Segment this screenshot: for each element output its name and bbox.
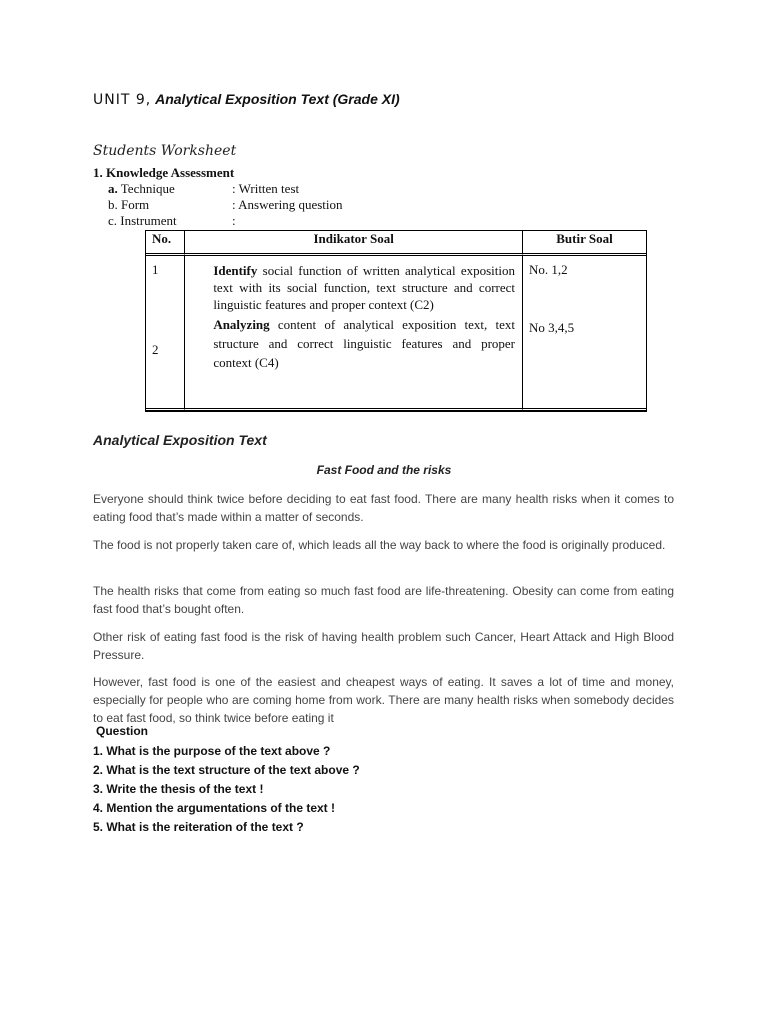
technique-label: Technique — [120, 181, 175, 196]
assessment-instrument-row — [108, 213, 236, 229]
paragraph-4: Other risk of eating fast food is the risk of having health problem such Cancer, Heart Attack and High Blood Pressure. — [93, 630, 674, 662]
paragraph-2: The food is not properly taken care of, which leads all the way back to where the food is originally produced. — [93, 538, 666, 552]
indicator-1-text: social function of written analytical exposition text with its social function, text structure and correct linguistic features and proper context (C2) — [213, 263, 515, 312]
cell-indicators — [185, 256, 523, 411]
indicator-1-verb: Identify — [213, 263, 258, 278]
assessment-form-row — [108, 197, 343, 213]
header-butir: Butir Soal — [523, 231, 646, 256]
knowledge-assessment-heading: 1. Knowledge Assessment — [93, 165, 235, 180]
unit-title — [93, 91, 400, 108]
form-marker: b. — [108, 197, 118, 212]
question-list — [93, 742, 360, 837]
text-title: Fast Food and the risks — [316, 463, 452, 477]
butir-1: No. 1,2 — [529, 262, 568, 277]
question-item: 5. What is the reiteration of the text ? — [93, 820, 304, 834]
instrument-marker: c. — [108, 213, 118, 228]
instrument-value: : — [232, 213, 236, 228]
table-header-row — [146, 231, 646, 256]
paragraph-5: However, fast food is one of the easiest and cheapest ways of eating. It saves a lot of time and money, especially for people who are coming home from work. There are many health risks when somebody decides to eat fast food, so think twice before eating it — [93, 675, 674, 725]
cell-butir — [523, 256, 646, 411]
row-number-2: 2 — [152, 342, 159, 357]
unit-prefix: UNIT 9, — [93, 92, 152, 108]
question-item: 4. Mention the argumentations of the text ! — [93, 801, 336, 815]
form-label: Form — [121, 197, 150, 212]
header-indikator: Indikator Soal — [185, 231, 523, 256]
indicator-2-text: content of analytical exposition text, text structure and correct linguistic features and proper context (C4) — [213, 317, 515, 370]
assessment-technique-row — [108, 181, 299, 197]
cell-numbers — [146, 256, 185, 411]
paragraph-1: Everyone should think twice before deciding to eat fast food. There are many health risks when it comes to eating food that’s made within a matter of seconds. — [93, 492, 674, 524]
question-item: 1. What is the purpose of the text above ? — [93, 744, 331, 758]
section-title: Analytical Exposition Text — [93, 432, 267, 448]
indikator-table — [145, 230, 647, 412]
paragraph-3: The health risks that come from eating so much fast food are life-threatening. Obesity can come from eating fast food that’s bought often. — [93, 584, 674, 616]
instrument-label: Instrument — [120, 213, 177, 228]
question-item: 3. Write the thesis of the text ! — [93, 782, 264, 796]
indicator-2-verb: Analyzing — [213, 317, 270, 332]
technique-value: : Written test — [232, 181, 300, 196]
unit-topic: Analytical Exposition Text (Grade XI) — [155, 91, 400, 107]
butir-2: No 3,4,5 — [529, 320, 575, 335]
worksheet-title: Students Worksheet — [93, 143, 237, 159]
indicator-2 — [191, 315, 516, 372]
question-heading: Question — [96, 724, 149, 738]
header-no: No. — [146, 231, 185, 256]
question-item: 2. What is the text structure of the text above ? — [93, 763, 360, 777]
form-value: : Answering question — [232, 197, 343, 212]
row-number-1: 1 — [152, 262, 159, 277]
indicator-1 — [191, 262, 516, 313]
table-row — [146, 256, 646, 411]
technique-marker: a. — [108, 181, 118, 196]
